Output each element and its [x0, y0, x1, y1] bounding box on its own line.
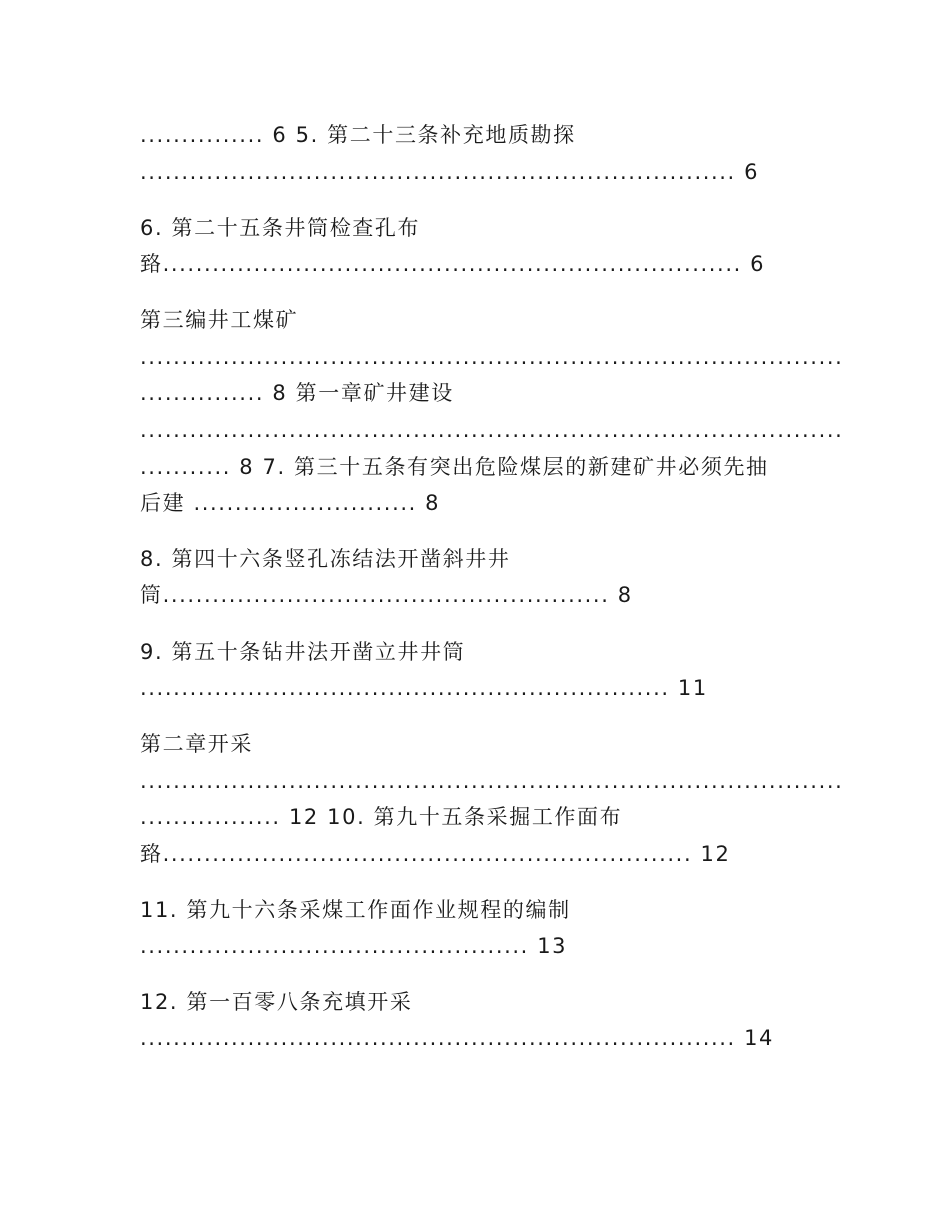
toc-line: 9. 第五十条钻井法开凿立井井筒	[140, 640, 466, 664]
toc-line: ........... 8 7. 第三十五条有突出危险煤层的新建矿井必须先抽	[140, 455, 769, 479]
toc-line: ................. 12 10. 第九十五条采掘工作面布	[140, 805, 623, 829]
toc-line: ............... 6 5. 第二十三条补充地质勘探	[140, 123, 576, 147]
toc-line: .....................................................................................	[140, 345, 844, 369]
toc-line: 6. 第二十五条井筒检查孔布	[140, 216, 421, 240]
toc-line: ........................................................................ 14	[140, 1026, 775, 1050]
toc-line: ........................................................................ 6	[140, 160, 760, 184]
toc-line: 臵................................................................ 12	[140, 842, 731, 866]
toc-line: 第二章开采	[140, 732, 253, 756]
toc-line: .....................................................................................	[140, 769, 844, 793]
toc-line: ................................................................ 11	[140, 676, 708, 700]
toc-line: .....................................................................................	[140, 418, 844, 442]
toc-line: ............................................... 13	[140, 934, 568, 958]
toc-line: 11. 第九十六条采煤工作面作业规程的编制	[140, 898, 571, 922]
toc-line: ............... 8 第一章矿井建设	[140, 381, 454, 405]
toc-line: 8. 第四十六条竖孔冻结法开凿斜井井	[140, 547, 511, 571]
toc-line: 臵...................................................................... 6	[140, 252, 766, 276]
toc-line: 筒...................................................... 8	[140, 583, 633, 607]
toc-line: 第三编井工煤矿	[140, 308, 299, 332]
toc-line: 后建 ........................... 8	[140, 491, 441, 515]
toc-line: 12. 第一百零八条充填开采	[140, 990, 413, 1014]
